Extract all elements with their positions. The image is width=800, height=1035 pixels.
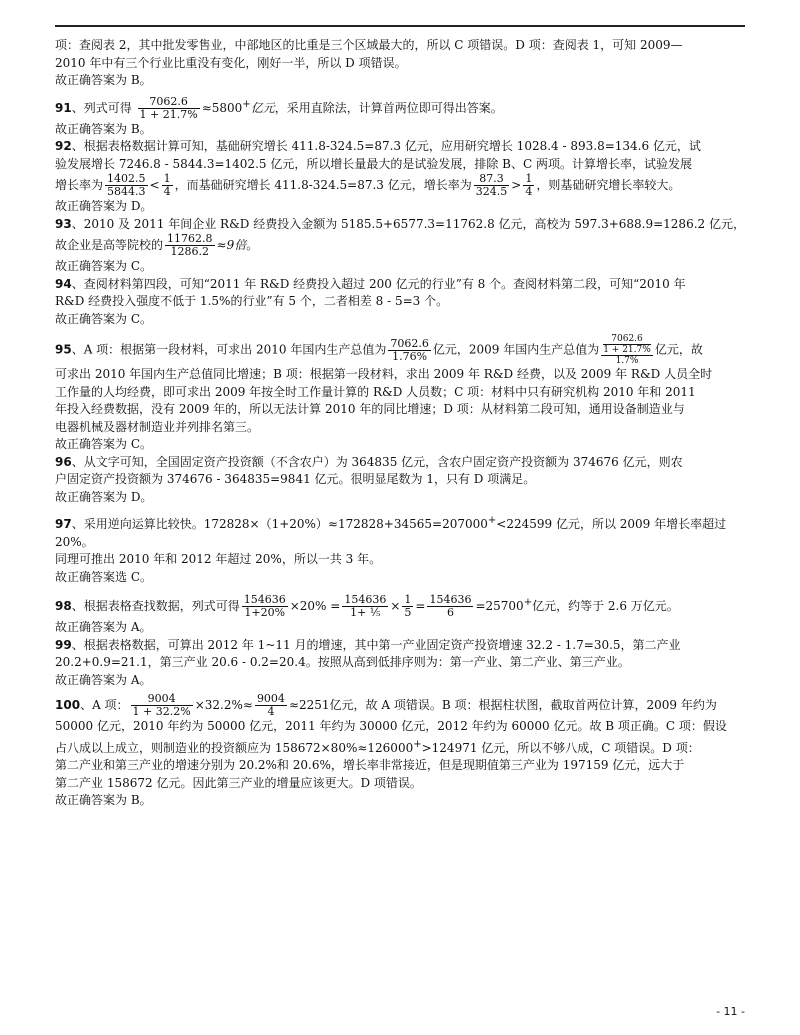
operator: > [511,178,522,192]
text-span: 、列式可得 [71,100,132,115]
question-96 [55,454,748,472]
text-span: ≈9倍 [216,238,247,252]
text-line: 验发展增长 7246.8 - 5844.3=1402.5 亿元，所以增长量最大的是试验发展，排除 B、C 两项。计算增长率，试验发展 [55,156,692,171]
numerator [601,334,653,356]
question-number: 94 [55,276,72,291]
text-span: ，而基础研究增长 411.8-324.5=87.3 亿元，增长率为 [174,178,472,192]
answer-line: 故正确答案为 D。 [55,489,153,504]
text-line: 年投入经费数据，没有 2009 年的，所以无法计算 2010 年的同比增速；D 项：从材料第二段可知，通用设备制造业与 [55,402,685,416]
denominator: 1+ ⅕ [350,606,381,619]
question-95 [55,334,748,366]
operator: × [390,599,401,613]
text-line [55,233,748,258]
text-line: 同理可推出 2010 年和 2012 年超过 20%，所以一共 3 年。 [55,552,382,566]
answer-line: 故正确答案为 A。 [55,672,152,687]
text-span: 亿元，故 [654,342,703,357]
denominator: 1 + 21.7% [139,107,198,121]
question-92 [55,138,748,156]
text-span: 占八成以上成立，则制造业的投资额应为 158672×80%≈126000 [55,740,414,755]
fraction [402,594,413,619]
text-span: 、根据表格查找数据，列式可得 [71,599,240,613]
text-line: 项：查阅表 2，其中批发零售业，中部地区的比重是三个区域最大的，所以 C 项错误。D 项：查阅表 1，可知 2009— [55,38,683,52]
inner-numerator: 7062.6 [603,334,651,345]
text-span: 、从文字可知，全国固定资产投资额（不含农户）为 364835 亿元，含农户固定资产投资额为 374676 亿元，则农 [71,454,683,469]
numerator: 11762.8 [167,232,213,245]
superscript: + [242,98,251,110]
text-line: 50000 亿元，2010 年约为 50000 亿元，2011 年约为 30000 亿元，2012 年约为 60000 亿元。故 B 项正确。C 项：假设 [55,719,727,733]
denominator: 1286.2 [170,245,210,258]
text-span: >124971 亿元，所以不够八成，C 项错误。D 项： [421,740,700,755]
text-span: 、2010 及 2011 年间企业 R&D 经费投入金额为 5185.5+6577.3=11762.8 亿元，高校为 597.3+688.9=1286.2 亿元， [71,216,745,231]
text-span: <224599 亿元，所以 2009 年增长率超过 20%。 [55,517,727,549]
numerator: 154636 [429,593,472,606]
denominator: 4 [163,185,171,198]
fraction [131,693,193,718]
answer-line: 故正确答案为 A。 [55,620,152,634]
question-94 [55,276,748,294]
text-line: 20.2+0.9=21.1，第三产业 20.6 - 0.2=20.4。按照从高到低排序则为：第一产业、第二产业、第三产业。 [55,655,630,669]
text-span: 增长率为 [55,178,104,192]
answer-line: 故正确答案为 C。 [55,437,152,451]
denominator: 1.7% [615,356,639,366]
text-span: 、根据表格数据计算可知，基础研究增长 411.8-324.5=87.3 亿元，应用研究增长 1028.4 - 893.8=134.6 亿元，试 [71,139,701,153]
denominator: 1 + 32.2% [132,705,191,718]
numerator: 1 [163,172,171,185]
numerator: 7062.6 [390,336,429,350]
text-span: 亿元，约等于 2.6 万亿元。 [532,599,679,613]
numerator: 87.3 [474,173,510,186]
fraction [342,594,388,619]
text-line: R&D 经费投入强度不低于 1.5%的行业”有 5 个，二者相差 8 - 5=3 个。 [55,294,449,308]
question-97 [55,512,748,551]
numerator: 1 [404,593,412,606]
question-number: 100 [55,698,81,712]
inner-denominator: 1 + 21.7% [603,345,651,355]
text-span: 、根据表格数据，可算出 2012 年 1~11 月的增速，其中第一产业固定资产投资增速 32.2 - 1.7=30.5，第二产业 [71,637,681,652]
text-line: 2010 年中有三个行业比重没有变化，刚好一半，所以 D 项错误。 [55,55,407,70]
superscript: + [413,738,422,750]
answer-line: 故正确答案为 B。 [55,121,152,136]
nested-fraction [601,334,653,366]
answer-line: 故正确答案为 B。 [55,73,152,87]
text-span: 、查阅材料第四段，可知“2011 年 R&D 经费投入超过 200 亿元的行业”有 8 个。查阅材料第二段，可知“2010 年 [71,276,686,291]
text-line: 第二产业和第三产业的增速分别为 20.2%和 20.6%，增长率非常接近，但是现期值第三产业为 197159 亿元，远大于 [55,758,685,772]
answer-line: 故正确答案为 D。 [55,199,153,213]
operator: < [149,178,160,192]
question-number: 96 [55,454,72,469]
text-span: 亿元，2009 年国内生产总值为 [432,342,600,357]
numerator: 9004 [256,692,285,705]
denominator: 324.5 [475,185,508,198]
text-span: ×32.2%≈ [194,698,253,712]
text-span: ×20% = [289,599,341,613]
question-number: 95 [55,342,72,357]
numerator: 9004 [131,693,193,706]
question-number: 93 [55,216,72,231]
text-line: 户固定资产投资额为 374676 - 364835=9841 亿元。很明显尾数为 1，只有 D 项满足。 [55,472,536,486]
question-number: 97 [55,517,72,531]
fraction [523,173,534,198]
question-number: 91 [55,100,72,115]
fraction [162,173,173,198]
fraction [165,233,215,258]
text-line: 电器机械及器材制造业并列排名第三。 [55,419,260,434]
question-93 [55,216,748,234]
question-number: 92 [55,139,72,153]
numerator: 154636 [344,593,387,606]
fraction [388,338,431,363]
question-number: 99 [55,637,72,652]
text-line [55,736,748,758]
text-span: ≈5800 [201,100,243,115]
question-98 [55,594,748,619]
fraction [105,173,148,198]
text-span: 、A 项：根据第一段材料，可求出 2010 年国内生产总值为 [71,342,387,357]
answer-line: 故正确答案为 C。 [55,311,152,326]
superscript: + [523,597,533,608]
answer-line: 故正确答案为 C。 [55,259,152,273]
answer-line: 故正确答案选 C。 [55,569,152,584]
numerator: 7062.6 [138,96,200,109]
question-91 [55,96,748,121]
question-99 [55,637,748,655]
text-line: 工作量的人均经费，即可求出 2009 年按全时工作量计算的 R&D 人员数；C 项：材料中只有研究机构 2010 年和 2011 [55,384,696,399]
denominator: 4 [267,705,275,718]
text-span: 、采用逆向运算比较快。172828×（1+20%）≈172828+34565=207000 [71,517,488,531]
question-number: 98 [55,599,72,613]
text-span: ，则基础研究增长率较大。 [536,178,681,192]
text-span: 亿元，故 A 项错误。B 项：根据柱状图，截取首两位计算，2009 年约为 [329,698,717,712]
text-span: 故企业是高等院校的 [55,238,164,252]
denominator: 5 [404,606,412,619]
superscript: + [487,515,497,526]
text-line: 第二产业 158672 亿元。因此第三产业的增量应该更大。D 项错误。 [55,775,422,790]
numerator: 1 [525,172,533,185]
answer-explanations [55,37,748,810]
numerator: 154636 [243,593,286,606]
denominator: 5844.3 [107,185,146,198]
fraction [255,693,287,718]
fraction [242,594,288,619]
text-span: =25700 [475,599,524,613]
fraction [427,594,473,619]
fraction [474,173,510,198]
text-line [55,173,748,198]
denominator: 1+20% [244,606,286,619]
text-span: ，采用直除法，计算首两位即可得出答案。 [274,100,503,115]
denominator: 6 [446,606,454,619]
text-span: ≈2251 [288,698,330,712]
text-span: 亿元 [250,100,275,115]
header-rule [55,25,745,27]
text-span: 。 [246,238,259,252]
answer-line: 故正确答案为 B。 [55,793,152,807]
operator: = [415,599,426,613]
denominator: 4 [525,185,533,198]
question-100 [55,693,748,718]
fraction [138,96,200,121]
denominator: 1.76% [392,349,428,363]
page-number: - 11 - [716,1005,745,1018]
numerator: 1402.5 [107,172,146,185]
text-line: 可求出 2010 年国内生产总值同比增速；B 项：根据第一段材料，求出 2009 年 R&D 经费，以及 2009 年 R&D 人员全时 [55,367,713,381]
text-span: 、A 项： [80,698,129,712]
